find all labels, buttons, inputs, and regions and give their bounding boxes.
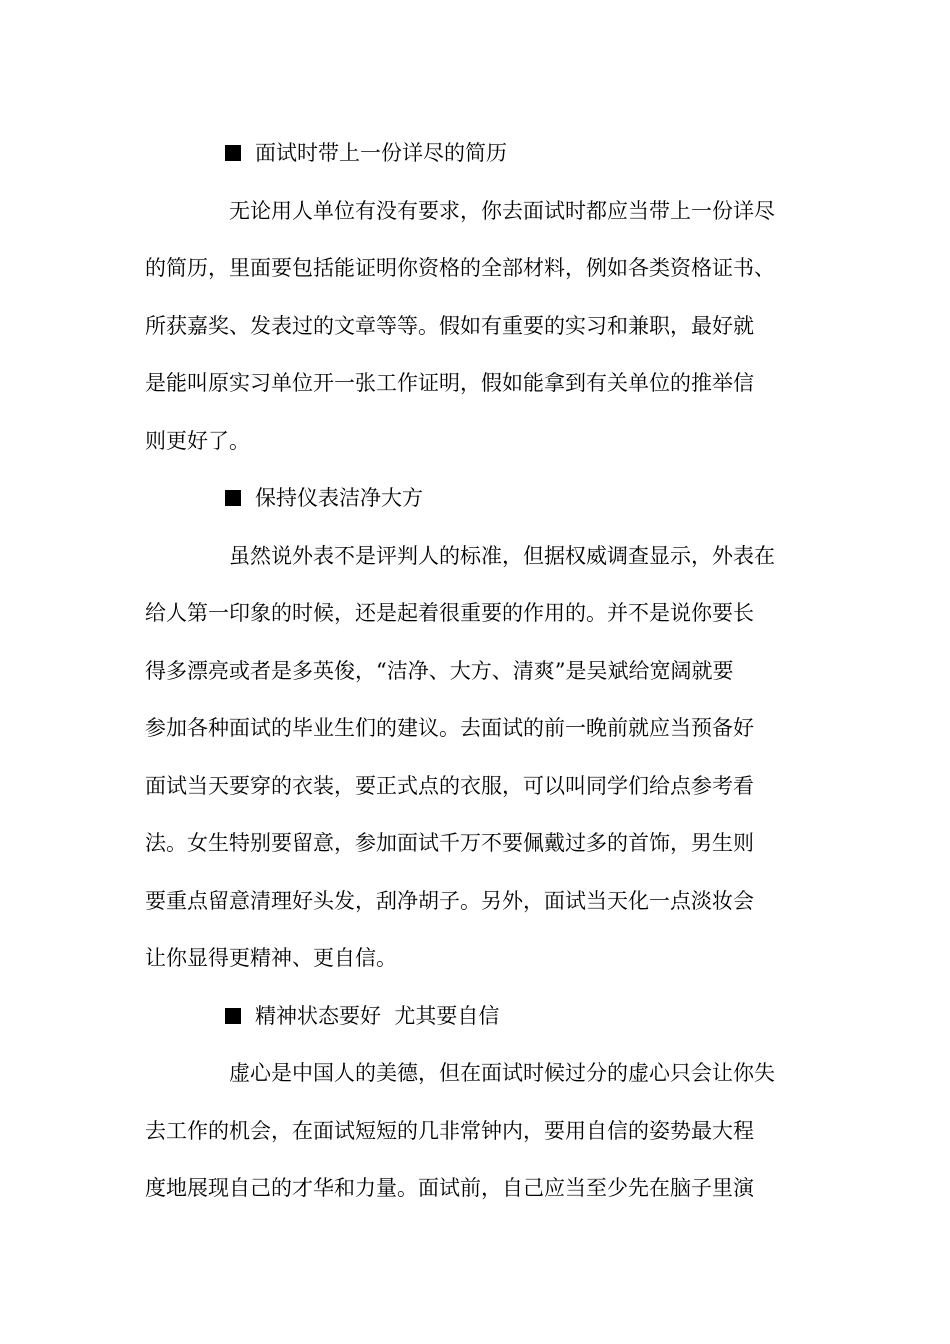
paragraph-line: 是能叫原实习单位开一张工作证明，假如能拿到有关单位的推举信	[145, 371, 754, 395]
paragraph-line: 面试当天要穿的衣装，要正式点的衣服，可以叫同学们给点参考看	[145, 773, 754, 798]
paragraph-line: 虽然说外表不是评判人的标准，但据权威调查显示，外表在	[229, 543, 775, 568]
paragraph-line: 去工作的机会，在面试短短的几非常钟内，要用自信的姿势最大程	[145, 1118, 754, 1143]
paragraph-line: 参加各种面试的毕业生们的建议。去面试的前一晚前就应当预备好	[145, 716, 754, 740]
square-bullet-icon	[225, 1008, 241, 1024]
square-bullet-icon	[225, 490, 241, 506]
section-heading-text: 面试时带上一份详尽的简历	[255, 141, 507, 165]
document-body	[145, 134, 813, 1227]
section-heading	[145, 134, 813, 192]
paragraph-line: 无论用人单位有没有要求，你去面试时都应当带上一份详尽	[229, 198, 775, 223]
paragraph-line: 给人第一印象的时候，还是起着很重要的作用的。并不是说你要长	[145, 601, 754, 625]
paragraph-line: 度地展现自己的才华和力量。面试前，自己应当至少先在脑子里演	[145, 1176, 754, 1200]
paragraph-line: 所获嘉奖、发表过的文章等等。假如有重要的实习和兼职，最好就	[145, 313, 754, 338]
paragraph-line: 则更好了。	[145, 428, 250, 453]
paragraph-line: 要重点留意清理好头发，刮净胡子。另外，面试当天化一点淡妆会	[145, 888, 754, 913]
section-heading	[145, 479, 813, 537]
paragraph-line: 得多漂亮或者是多英俊，“洁净、大方、清爽”是吴斌给宽阔就要	[145, 658, 734, 683]
paragraph-line: 虚心是中国人的美德，但在面试时候过分的虚心只会让你失	[229, 1061, 775, 1085]
paragraph-line: 让你显得更精神、更自信。	[145, 946, 397, 970]
section-heading	[145, 997, 813, 1055]
paragraph-line: 的简历，里面要包括能证明你资格的全部材料，例如各类资格证书、	[145, 256, 775, 280]
paragraph-line: 法。女生特别要留意，参加面试千万不要佩戴过多的首饰，男生则	[145, 831, 754, 855]
square-bullet-icon	[225, 145, 241, 161]
section-heading-text: 精神状态要好 尤其要自信	[255, 1003, 500, 1028]
section-heading-text: 保持仪表洁净大方	[255, 486, 423, 510]
